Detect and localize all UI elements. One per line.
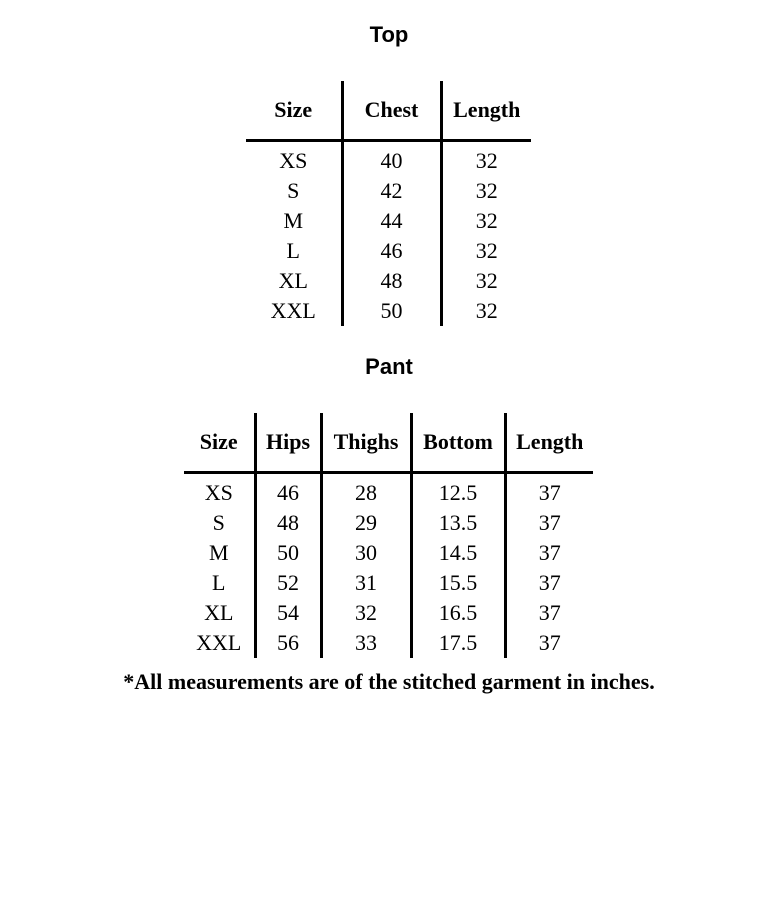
- table-row: [246, 296, 531, 326]
- size-cell: S: [184, 508, 255, 538]
- size-cell: XL: [246, 266, 342, 296]
- length-cell: 32: [475, 148, 498, 173]
- hips-cell: 50: [255, 538, 321, 568]
- table-row: [246, 141, 531, 177]
- thighs-cell: 32: [321, 598, 411, 628]
- pant-size-table: [184, 413, 593, 658]
- size-cell: L: [246, 236, 342, 266]
- column-header-size: Size: [184, 413, 255, 473]
- size-cell: XS: [246, 141, 342, 177]
- pant-section-title: Pant: [365, 354, 413, 379]
- thighs-cell: 28: [321, 473, 411, 509]
- length-cell: 37: [538, 480, 561, 505]
- table-row: [184, 628, 593, 658]
- chest-cell: 50: [342, 296, 441, 326]
- bottom-cell: 16.5: [411, 598, 505, 628]
- hips-cell: 48: [255, 508, 321, 538]
- size-cell: XS: [184, 473, 255, 509]
- length-cell: 32: [475, 268, 498, 293]
- chest-cell: 44: [342, 206, 441, 236]
- table-row: [246, 236, 531, 266]
- table-row: [246, 206, 531, 236]
- table-row: [184, 598, 593, 628]
- chest-cell: 46: [342, 236, 441, 266]
- chest-cell: 40: [342, 141, 441, 177]
- bottom-cell: 14.5: [411, 538, 505, 568]
- measurement-footnote: *All measurements are of the stitched garment in inches.: [123, 669, 655, 694]
- column-header-length: Length: [505, 413, 593, 473]
- bottom-cell: 17.5: [411, 628, 505, 658]
- column-header-length: Length: [441, 81, 531, 141]
- size-cell: M: [184, 538, 255, 568]
- size-cell: S: [246, 176, 342, 206]
- table-row: [246, 176, 531, 206]
- thighs-cell: 33: [321, 628, 411, 658]
- size-cell: L: [184, 568, 255, 598]
- chest-cell: 42: [342, 176, 441, 206]
- length-cell: 37: [538, 600, 561, 625]
- length-cell: 37: [538, 570, 561, 595]
- chest-cell: 48: [342, 266, 441, 296]
- size-cell: M: [246, 206, 342, 236]
- length-cell: 37: [538, 510, 561, 535]
- size-cell: XXL: [184, 628, 255, 658]
- length-cell: 32: [475, 208, 498, 233]
- table-header-row: [246, 81, 531, 141]
- length-cell: 32: [475, 238, 498, 263]
- table-row: [184, 568, 593, 598]
- column-header-size: Size: [246, 81, 342, 141]
- table-row: [184, 473, 593, 509]
- hips-cell: 54: [255, 598, 321, 628]
- hips-cell: 56: [255, 628, 321, 658]
- bottom-cell: 15.5: [411, 568, 505, 598]
- length-cell: 37: [538, 630, 561, 655]
- bottom-cell: 12.5: [411, 473, 505, 509]
- length-cell: 32: [475, 178, 498, 203]
- size-cell: XL: [184, 598, 255, 628]
- thighs-cell: 29: [321, 508, 411, 538]
- column-header-thighs: Thighs: [321, 413, 411, 473]
- thighs-cell: 30: [321, 538, 411, 568]
- table-row: [184, 538, 593, 568]
- column-header-chest: Chest: [342, 81, 441, 141]
- bottom-cell: 13.5: [411, 508, 505, 538]
- size-cell: XXL: [246, 296, 342, 326]
- length-cell: 37: [538, 540, 561, 565]
- hips-cell: 52: [255, 568, 321, 598]
- column-header-bottom: Bottom: [411, 413, 505, 473]
- table-row: [246, 266, 531, 296]
- hips-cell: 46: [255, 473, 321, 509]
- thighs-cell: 31: [321, 568, 411, 598]
- top-size-table: [246, 81, 531, 326]
- length-cell: 32: [475, 298, 498, 323]
- table-header-row: [184, 413, 593, 473]
- column-header-hips: Hips: [255, 413, 321, 473]
- top-section-title: Top: [369, 22, 409, 47]
- table-row: [184, 508, 593, 538]
